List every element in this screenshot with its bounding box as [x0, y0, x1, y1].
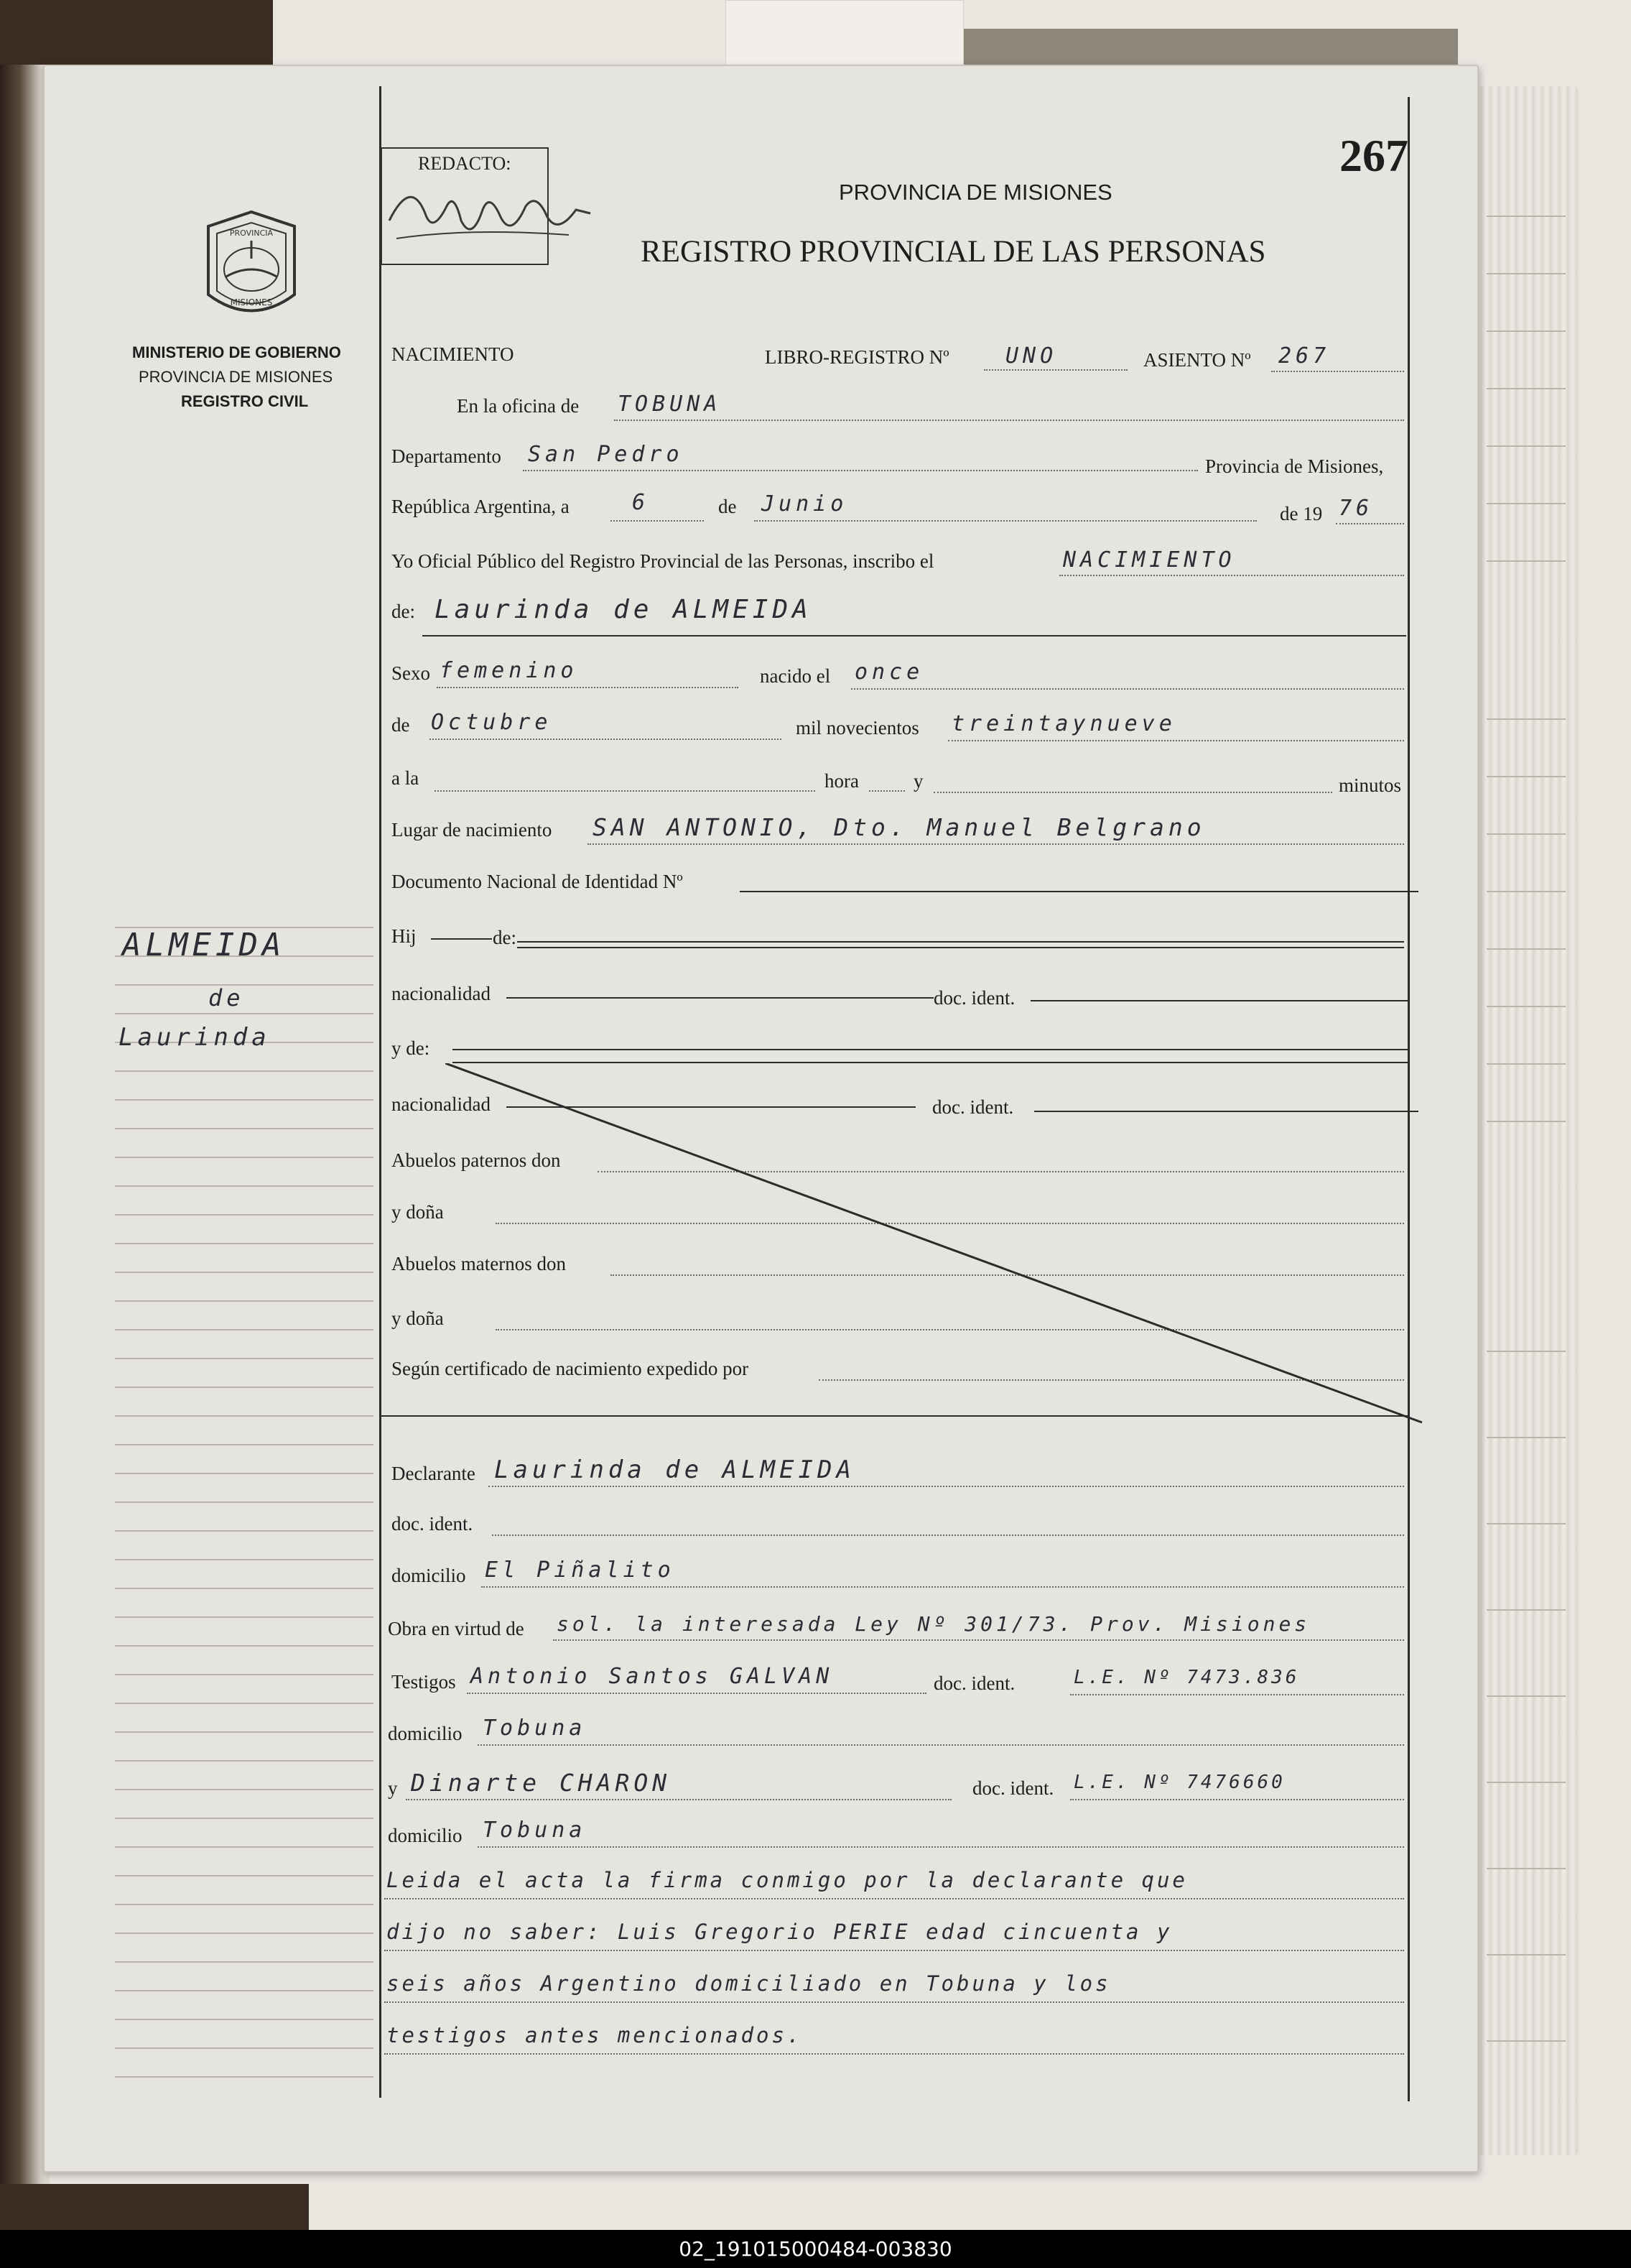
domicilio-t2-value: Tobuna: [483, 1818, 587, 1843]
closing-line2: dijo no saber: Luis Gregorio PERIE edad cincuenta y: [386, 1920, 1173, 1944]
domicilio-t1-dots: [478, 1743, 1404, 1746]
page-number: 267: [1339, 130, 1408, 181]
nacido-value: once: [855, 659, 924, 685]
month-de-label: de: [718, 496, 737, 517]
testigo2-dots: [406, 1797, 952, 1800]
nombre-underline: [422, 635, 1406, 637]
day-value: 6: [632, 490, 650, 515]
oficina-dots: [614, 418, 1404, 421]
doc-ident1-line: [1031, 1000, 1408, 1001]
domicilio-t2-label: domicilio: [388, 1825, 463, 1846]
provincial-seal-icon: [194, 208, 309, 330]
doc-t1-value: L.E. Nº 7473.836: [1074, 1667, 1300, 1688]
header-registry: REGISTRO PROVINCIAL DE LAS PERSONAS: [641, 235, 1266, 269]
domicilio-t1-label: domicilio: [388, 1723, 463, 1744]
day-dots: [610, 519, 704, 522]
closing-line1: Leida el acta la firma conmigo por la declarante que: [386, 1868, 1188, 1892]
header-province: PROVINCIA DE MISIONES: [839, 180, 1112, 205]
republica-label: República Argentina, a: [391, 496, 570, 517]
lugar-value: SAN ANTONIO, Dto. Manuel Belgrano: [593, 813, 1206, 841]
asiento-label: ASIENTO Nº: [1143, 349, 1251, 371]
departamento-dots: [523, 468, 1198, 471]
book-cover-cloth: [955, 29, 1458, 65]
paper-tape: [725, 0, 964, 70]
nac-year-dots: [948, 739, 1404, 741]
testigo1-value: Antonio Santos GALVAN: [470, 1664, 834, 1689]
declarante-value: Laurinda de ALMEIDA: [494, 1455, 855, 1484]
ministry-line3: REGISTRO CIVIL: [181, 392, 309, 410]
ala-label: a la: [391, 767, 419, 789]
ydona1-label: y doña: [391, 1201, 444, 1223]
hij-de-label: de:: [493, 927, 516, 948]
year-dots: [1336, 522, 1404, 524]
declarante-label: Declarante: [391, 1463, 475, 1484]
doc-ident3-dots: [492, 1533, 1404, 1536]
svg-text:MISIONES: MISIONES: [230, 297, 273, 307]
acta-tipo-value: NACIMIENTO: [1063, 547, 1236, 573]
margin-note-surname: ALMEIDA: [122, 927, 286, 963]
y2-label: y: [388, 1777, 398, 1799]
footer-image-id: 02_191015000484-003830: [0, 2230, 1631, 2268]
nacionalidad2-label: nacionalidad: [391, 1093, 491, 1115]
doc-t2-label: doc. ident.: [972, 1777, 1054, 1799]
hora-y-dots: [869, 789, 905, 792]
redacto-label: REDACTO:: [418, 153, 511, 174]
domicilio-value: El Piñalito: [485, 1557, 675, 1583]
year-label: de 19: [1280, 503, 1323, 524]
dark-background-bottom: [0, 2184, 309, 2230]
nacido-label: nacido el: [760, 665, 831, 687]
libro-label: LIBRO-REGISTRO Nº: [765, 346, 949, 368]
month-dots: [754, 519, 1257, 522]
yde-label: y de:: [391, 1037, 430, 1059]
testigos-label: Testigos: [391, 1671, 456, 1693]
domicilio-t1-value: Tobuna: [483, 1716, 587, 1741]
margin-note-de: de: [208, 984, 245, 1012]
nac-month-dots: [429, 737, 781, 740]
oficina-label: En la oficina de: [457, 395, 580, 417]
asiento-value: 267: [1278, 343, 1331, 369]
nac-year-value: treintaynueve: [952, 711, 1176, 736]
nombre-value: Laurinda de ALMEIDA: [435, 595, 812, 624]
minutos-dots: [934, 790, 1332, 793]
year-value: 76: [1339, 496, 1374, 521]
handwritten-signature-icon: [382, 177, 598, 256]
nacimiento-label: NACIMIENTO: [391, 343, 514, 365]
hij-strike: [431, 938, 492, 940]
doc-t1-dots: [1070, 1693, 1404, 1695]
margin-note-name: Laurinda: [119, 1023, 271, 1052]
hora-label: hora: [824, 770, 859, 792]
hij-line2: [517, 947, 1404, 948]
dni-label: Documento Nacional de Identidad Nº: [391, 871, 683, 892]
domicilio-dots: [481, 1585, 1404, 1588]
nac-month-de-label: de: [391, 714, 410, 736]
sexo-value: femenino: [440, 658, 578, 683]
doc-t2-value: L.E. Nº 7476660: [1074, 1772, 1286, 1793]
redacto-stamp: [381, 147, 549, 265]
obra-label: Obra en virtud de: [388, 1618, 524, 1639]
obra-value: sol. la interesada Ley Nº 301/73. Prov. Misiones: [557, 1612, 1311, 1636]
lugar-dots: [587, 842, 1404, 845]
closing-line3: seis años Argentino domiciliado en Tobuna y los: [386, 1971, 1111, 1996]
nacionalidad1-label: nacionalidad: [391, 983, 491, 1004]
asiento-dots: [1271, 369, 1404, 372]
doc-ident2-label: doc. ident.: [932, 1096, 1014, 1118]
yde-line: [452, 1049, 1408, 1050]
svg-text:PROVINCIA: PROVINCIA: [229, 228, 274, 238]
closing-line4: testigos antes mencionados.: [386, 2023, 803, 2047]
doc-t1-label: doc. ident.: [934, 1672, 1016, 1694]
abuelos-maternos-label: Abuelos maternos don: [391, 1253, 566, 1274]
doc-ident3-label: doc. ident.: [391, 1513, 473, 1535]
libro-value: UNO: [1005, 343, 1058, 369]
lugar-label: Lugar de nacimiento: [391, 819, 552, 841]
hora-dots: [435, 789, 815, 792]
y-label: y: [914, 770, 924, 792]
de-colon-label: de:: [391, 601, 415, 622]
doc-t2-dots: [1070, 1797, 1404, 1800]
dark-background-top: [0, 0, 273, 65]
dni-line: [740, 891, 1418, 892]
month-value: Junio: [761, 491, 848, 517]
oficina-value: TOBUNA: [618, 392, 722, 417]
ministry-line1: MINISTERIO DE GOBIERNO: [132, 343, 341, 361]
testigo1-dots: [467, 1691, 926, 1694]
domicilio-t2-dots: [478, 1845, 1404, 1848]
yo-oficial-text: Yo Oficial Público del Registro Provincial de las Personas, inscribo el: [391, 550, 934, 572]
declarante-dots: [488, 1484, 1404, 1487]
sexo-dots: [437, 685, 738, 688]
provincia-label: Provincia de Misiones,: [1205, 455, 1384, 477]
minutos-label: minutos: [1339, 774, 1402, 796]
nacionalidad1-line: [506, 997, 934, 999]
domicilio-label: domicilio: [391, 1565, 466, 1586]
ydona2-label: y doña: [391, 1307, 444, 1329]
hij-line: [517, 941, 1404, 943]
departamento-label: Departamento: [391, 445, 501, 467]
testigo2-value: Dinarte CHARON: [411, 1769, 672, 1797]
ministry-line2: PROVINCIA DE MISIONES: [139, 368, 333, 386]
cancel-diagonal-line: [445, 1063, 1436, 1437]
abuelos-paternos-label: Abuelos paternos don: [391, 1149, 561, 1171]
doc-ident1-label: doc. ident.: [934, 987, 1016, 1009]
acta-tipo-dots: [1059, 573, 1404, 576]
sexo-label: Sexo: [391, 662, 430, 684]
left-frame-line: [379, 86, 381, 2098]
mil-label: mil novecientos: [796, 717, 919, 739]
hij-label: Hij: [391, 925, 417, 947]
obra-dots: [553, 1638, 1404, 1641]
segun-label: Según certificado de nacimiento expedido por: [391, 1358, 749, 1379]
nacido-dots: [851, 687, 1404, 690]
departamento-value: San Pedro: [528, 442, 684, 467]
nac-month-value: Octubre: [431, 710, 552, 735]
